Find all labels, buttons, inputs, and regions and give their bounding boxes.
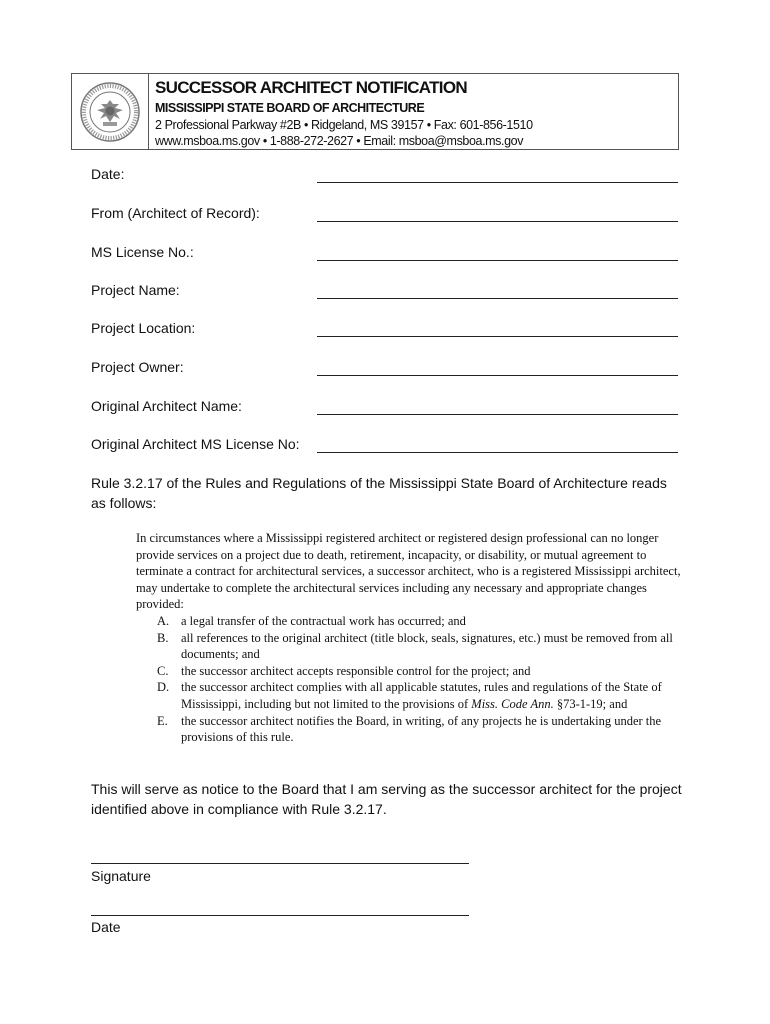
list-item-text-end: §73-1-19; and <box>553 696 628 711</box>
list-marker: E. <box>157 713 168 728</box>
field-label: Date: <box>91 166 125 182</box>
rule-conditions-list <box>136 613 681 746</box>
list-item-text: the successor architect accepts responsible control for the project; and <box>181 663 531 678</box>
project-name-input-line[interactable] <box>317 298 678 299</box>
signature-date-label: Date <box>91 919 121 935</box>
list-item <box>136 613 681 630</box>
field-project-owner <box>91 357 679 379</box>
field-date <box>91 164 679 186</box>
field-ms-license <box>91 242 679 264</box>
field-original-architect-license <box>91 434 679 456</box>
field-label: Original Architect MS License No: <box>91 436 300 452</box>
board-address: 2 Professional Parkway #2B • Ridgeland, MS 39157 • Fax: 601-856-1510 <box>155 118 533 132</box>
field-original-architect-name <box>91 396 679 418</box>
list-item-text: the successor architect notifies the Board, in writing, of any projects he is undertaking under the provisions of this rule. <box>181 713 662 745</box>
list-marker: C. <box>157 663 169 678</box>
field-label: Project Location: <box>91 320 196 336</box>
list-item <box>136 713 681 746</box>
signature-label: Signature <box>91 868 151 884</box>
state-seal-icon <box>79 81 141 143</box>
list-item-text: all references to the original architect (title block, seals, signatures, etc.) must be removed from all documents; and <box>181 630 673 662</box>
field-label: From (Architect of Record): <box>91 205 260 221</box>
project-owner-input-line[interactable] <box>317 375 678 376</box>
signature-line[interactable] <box>91 863 469 864</box>
rule-quote <box>136 530 681 746</box>
board-contact: www.msboa.ms.gov • 1-888-272-2627 • Email: msboa@msboa.ms.gov <box>155 134 524 148</box>
list-marker: A. <box>157 613 170 628</box>
rule-intro: Rule 3.2.17 of the Rules and Regulations of the Mississippi State Board of Architecture reads as follows: <box>91 475 667 511</box>
field-label: Project Owner: <box>91 359 184 375</box>
list-marker: D. <box>157 680 170 695</box>
field-label: Project Name: <box>91 282 180 298</box>
list-item <box>136 679 681 712</box>
original-architect-name-input-line[interactable] <box>317 414 678 415</box>
board-name: MISSISSIPPI STATE BOARD OF ARCHITECTURE <box>155 101 425 115</box>
signature-date-line[interactable] <box>91 915 469 916</box>
field-project-location <box>91 318 679 340</box>
architect-of-record-input-line[interactable] <box>317 221 678 222</box>
field-project-name <box>91 280 679 302</box>
original-architect-license-input-line[interactable] <box>317 452 678 453</box>
seal-cell <box>72 74 149 149</box>
form-header <box>71 73 679 150</box>
project-location-input-line[interactable] <box>317 336 678 337</box>
list-item-text: the successor architect complies with all applicable statutes, rules and regulations of the State of Mississippi, including but not limited to the provisions of <box>181 680 662 711</box>
header-text <box>155 77 675 149</box>
list-item <box>136 630 681 663</box>
field-label: MS License No.: <box>91 244 194 260</box>
notice-statement: This will serve as notice to the Board that I am serving as the successor architect for the project identified above in compliance with Rule 3.2.17. <box>91 781 682 817</box>
field-label: Original Architect Name: <box>91 398 242 414</box>
rule-quote-intro: In circumstances where a Mississippi registered architect or registered design professional can no longer provide services on a project due to death, retirement, incapacity, or disability, or mutual agreement to terminate a contract for architectural services, a successor architect, who is a registered Mississippi architect, may undertake to complete the architectural services including any necessary and appropriate changes provided: <box>136 531 681 612</box>
list-marker: B. <box>157 630 169 645</box>
list-item-text: a legal transfer of the contractual work has occurred; and <box>181 613 466 628</box>
ms-license-input-line[interactable] <box>317 260 678 261</box>
code-citation: Miss. Code Ann. <box>471 696 554 711</box>
field-architect-of-record <box>91 203 679 225</box>
form-title: SUCCESSOR ARCHITECT NOTIFICATION <box>155 78 467 97</box>
list-item <box>136 663 681 680</box>
date-input-line[interactable] <box>317 182 678 183</box>
